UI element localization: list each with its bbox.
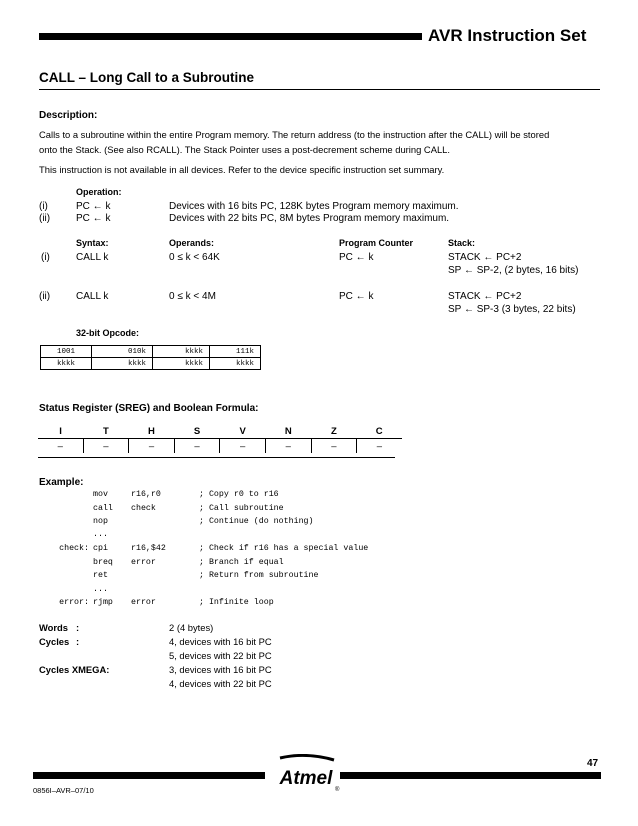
operation-desc: Devices with 22 bits PC, 8M bytes Program memory maximum.	[169, 213, 450, 224]
sreg-flag: T	[83, 424, 129, 439]
code-mnemonic: ...	[93, 530, 108, 539]
sreg-value-row	[38, 439, 402, 454]
cycles-colon: :	[76, 636, 80, 647]
code-operands: r16,r0	[131, 490, 161, 499]
cycles-xmega-label: Cycles XMEGA:	[39, 664, 110, 675]
opcode-cell: kkkk	[92, 358, 153, 370]
svg-text:®: ®	[335, 787, 340, 793]
sreg-flag: V	[220, 424, 266, 439]
syntax-row-syntax: CALL k	[76, 252, 109, 263]
opcode-cell: 1001	[41, 346, 92, 358]
sreg-value: –	[83, 439, 129, 454]
code-mnemonic: ...	[93, 585, 108, 594]
syntax-row-stack: STACK ← PC+2	[448, 252, 522, 263]
syntax-row-pc: PC ← k	[339, 252, 374, 263]
opcode-cell: 111k	[210, 346, 261, 358]
cycles-xmega-value: 4, devices with 22 bit PC	[169, 678, 272, 689]
syntax-row-operands: 0 ≤ k < 4M	[169, 291, 216, 302]
syntax-row-num: (ii)	[39, 291, 51, 302]
section-title-rule	[39, 89, 600, 90]
cycles-value: 4, devices with 16 bit PC	[169, 636, 272, 647]
sreg-value: –	[376, 440, 383, 452]
sreg-value: –	[38, 439, 83, 454]
opcode-cell: 010k	[92, 346, 153, 358]
operation-num: (ii)	[39, 213, 51, 224]
footer-bar-left	[33, 772, 265, 779]
code-operands: check	[131, 504, 156, 513]
code-label: error:	[59, 598, 89, 607]
atmel-logo-icon	[272, 754, 340, 794]
code-mnemonic: ret	[93, 571, 108, 580]
opcode-table	[40, 345, 261, 370]
sreg-title: Status Register (SREG) and Boolean Formula:	[39, 403, 259, 414]
code-operands: r16,$42	[131, 544, 166, 553]
footer-bar-right	[340, 772, 601, 779]
syntax-row-operands: 0 ≤ k < 64K	[169, 252, 220, 263]
sreg-table	[38, 424, 402, 453]
example-label: Example:	[39, 477, 84, 488]
syntax-row-stack: STACK ← PC+2	[448, 291, 522, 302]
sreg-flag: N	[265, 424, 311, 439]
page-number: 47	[587, 758, 599, 769]
svg-text:Atmel: Atmel	[279, 768, 333, 789]
code-mnemonic: breq	[93, 558, 113, 567]
words-value: 2 (4 bytes)	[169, 622, 214, 633]
syntax-header: Syntax:	[76, 238, 109, 248]
syntax-row-pc: PC ← k	[339, 291, 374, 302]
code-comment: ; Call subroutine	[199, 504, 284, 513]
syntax-row-syntax: CALL k	[76, 291, 109, 302]
syntax-row-stack: SP ← SP-3 (3 bytes, 22 bits)	[448, 304, 576, 315]
header-title: AVR Instruction Set	[428, 26, 587, 45]
sreg-flag: S	[174, 424, 220, 439]
opcode-cell: kkkk	[153, 346, 210, 358]
syntax-row-stack: SP ← SP-2, (2 bytes, 16 bits)	[448, 265, 579, 276]
description-line: Calls to a subroutine within the entire Program memory. The return address (to the instruction after the CALL) will be stored	[39, 129, 550, 140]
code-operands: error	[131, 598, 156, 607]
program-counter-header: Program Counter	[339, 238, 414, 248]
sreg-flag: Z	[311, 424, 357, 439]
opcode-row	[41, 346, 261, 358]
code-comment: ; Continue (do nothing)	[199, 517, 314, 526]
words-label: Words	[39, 622, 68, 633]
sreg-flag: C	[357, 424, 402, 439]
words-colon: :	[76, 622, 80, 633]
atmel-logo	[272, 754, 340, 794]
sreg-bottom-rule	[38, 457, 395, 458]
opcode-label: 32-bit Opcode:	[76, 328, 140, 338]
code-comment: ; Branch if equal	[199, 558, 284, 567]
sreg-flag: I	[38, 424, 83, 439]
operation-formula: PC ← k	[76, 213, 111, 224]
sreg-flag: H	[129, 424, 175, 439]
code-label: check:	[59, 544, 89, 553]
code-mnemonic: cpi	[93, 544, 108, 553]
description-line: onto the Stack. (See also RCALL). The Stack Pointer uses a post-decrement scheme during CALL.	[39, 144, 450, 155]
cycles-label: Cycles	[39, 636, 70, 647]
operation-num: (i)	[39, 201, 48, 212]
opcode-cell: kkkk	[210, 358, 261, 370]
operands-header: Operands:	[169, 238, 215, 248]
sreg-header-row	[38, 424, 402, 439]
syntax-row-num: (i)	[41, 252, 50, 263]
section-title: CALL – Long Call to a Subroutine	[39, 70, 254, 85]
sreg-value: –	[220, 439, 266, 454]
opcode-cell: kkkk	[153, 358, 210, 370]
sreg-value: –	[265, 439, 311, 454]
code-mnemonic: nop	[93, 517, 108, 526]
header-bar	[39, 33, 422, 40]
operation-label: Operation:	[76, 187, 122, 197]
sreg-value: –	[174, 439, 220, 454]
code-mnemonic: rjmp	[93, 598, 113, 607]
code-comment: ; Check if r16 has a special value	[199, 544, 369, 553]
stack-header: Stack:	[448, 238, 476, 248]
code-operands: error	[131, 558, 156, 567]
code-comment: ; Infinite loop	[199, 598, 274, 607]
code-mnemonic: call	[93, 504, 113, 513]
description-label: Description:	[39, 110, 98, 121]
code-mnemonic: mov	[93, 490, 108, 499]
opcode-cell: kkkk	[41, 358, 92, 370]
code-comment: ; Return from subroutine	[199, 571, 319, 580]
sreg-value: –	[129, 439, 175, 454]
sreg-value: –	[311, 439, 357, 454]
doc-code: 0856I–AVR–07/10	[33, 786, 94, 795]
opcode-row	[41, 358, 261, 370]
cycles-xmega-value: 3, devices with 16 bit PC	[169, 664, 272, 675]
cycles-value: 5, devices with 22 bit PC	[169, 650, 272, 661]
code-comment: ; Copy r0 to r16	[199, 490, 279, 499]
operation-formula: PC ← k	[76, 201, 111, 212]
description-line: This instruction is not available in all devices. Refer to the device specific instruction set summary.	[39, 164, 445, 175]
operation-desc: Devices with 16 bits PC, 128K bytes Program memory maximum.	[169, 201, 459, 212]
